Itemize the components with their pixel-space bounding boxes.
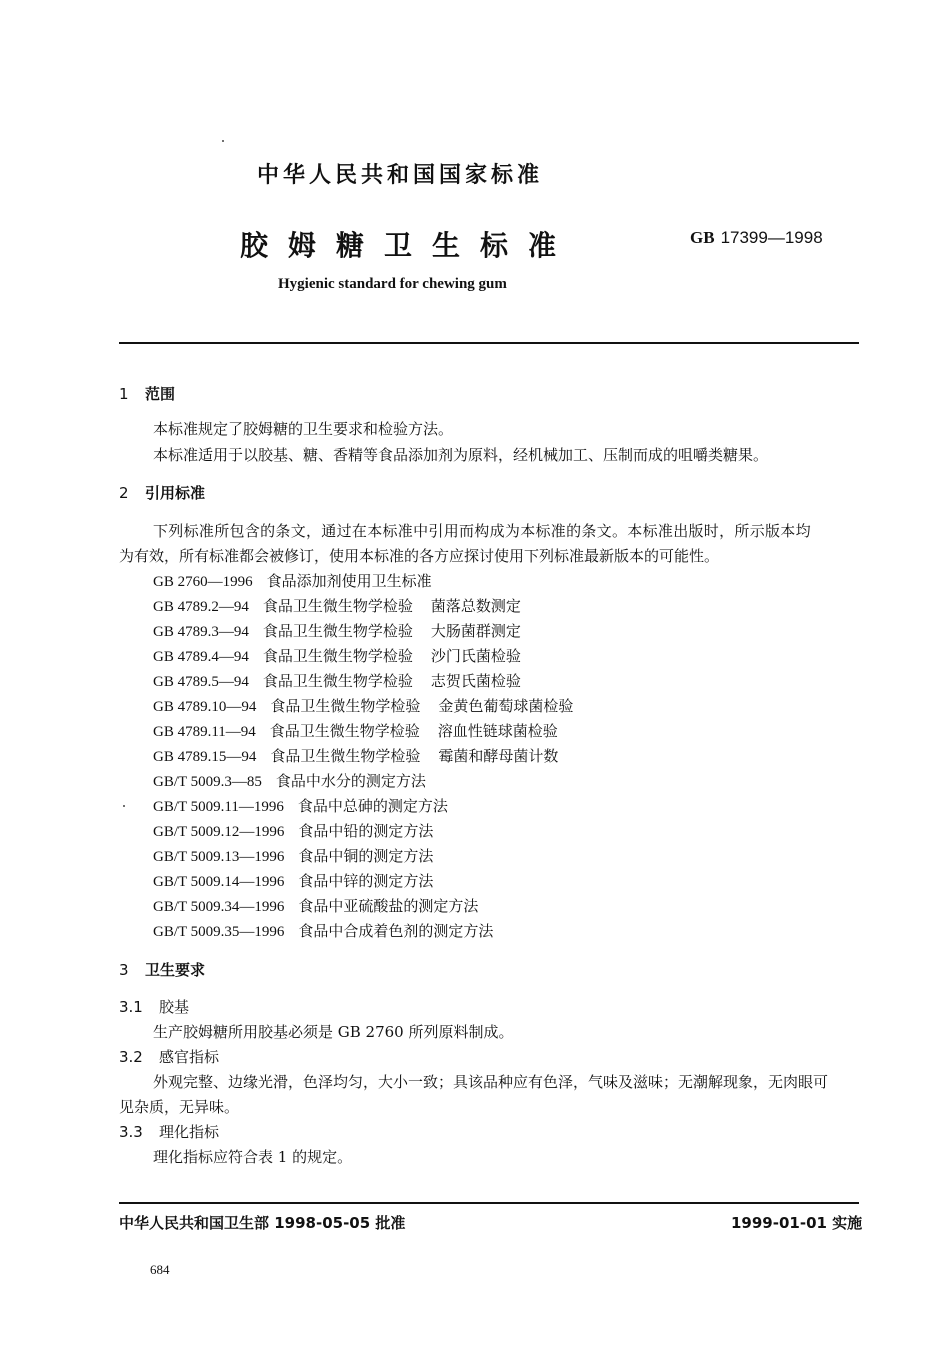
approval-line: 中华人民共和国卫生部 1998-05-05 批准 (119, 1214, 406, 1232)
reference-item: GB/T 5009.34—1996 食品中亚硫酸盐的测定方法 (153, 897, 479, 915)
standard-code-prefix: GB (690, 228, 715, 247)
section-3-3-heading: 3.3 理化指标 (119, 1123, 220, 1141)
reference-item: GB 4789.15—94 食品卫生微生物学检验 霉菌和酵母菌计数 (153, 747, 559, 765)
reference-item: GB/T 5009.13—1996 食品中铜的测定方法 (153, 847, 434, 865)
document-title: 胶姆糖卫生标准 (240, 229, 577, 262)
section-3-heading: 3 卫生要求 (119, 961, 206, 979)
section-2-intro-line-2: 为有效，所有标准都会被修订，使用本标准的各方应探讨使用下列标准最新版本的可能性。 (119, 547, 720, 565)
section-3-3-text: 理化指标应符合表 1 的规定。 (153, 1148, 353, 1166)
section-3-2-line-2: 见杂质，无异味。 (119, 1098, 240, 1116)
reference-item: GB/T 5009.3—85 食品中水分的测定方法 (153, 772, 426, 790)
reference-item: GB 4789.3—94 食品卫生微生物学检验 大肠菌群测定 (153, 622, 521, 640)
standard-code-number: 17399—1998 (720, 228, 823, 247)
section-1-paragraph-2: 本标准适用于以胶基、糖、香精等食品添加剂为原料，经机械加工、压制而成的咀嚼类糖果。 (153, 446, 769, 464)
national-standard-heading: 中华人民共和国国家标准 (256, 163, 543, 188)
page-number: 684 (150, 1262, 170, 1277)
bottom-divider (119, 1202, 859, 1204)
section-3-2-line-1: 外观完整、边缘光滑，色泽均匀，大小一致；具该品种应有色泽，气味及滋味；无潮解现象，无肉眼可 (153, 1073, 829, 1091)
reference-item: GB 4789.11—94 食品卫生微生物学检验 溶血性链球菌检验 (153, 722, 558, 740)
reference-item: GB 4789.5—94 食品卫生微生物学检验 志贺氏菌检验 (153, 672, 521, 690)
reference-item: GB/T 5009.12—1996 食品中铅的测定方法 (153, 822, 434, 840)
section-1-heading: 1 范围 (119, 385, 176, 403)
reference-item: GB 4789.10—94 食品卫生微生物学检验 金黄色葡萄球菌检验 (153, 697, 574, 715)
standard-code (690, 228, 823, 248)
reference-item: GB 2760—1996 食品添加剂使用卫生标准 (153, 572, 432, 590)
english-title: Hygienic standard for chewing gum (278, 276, 507, 292)
reference-item: GB/T 5009.35—1996 食品中合成着色剂的测定方法 (153, 922, 494, 940)
section-2-intro-line-1: 下列标准所包含的条文，通过在本标准中引用而构成为本标准的条文。本标准出版时，所示版本均 (153, 522, 811, 540)
reference-item: GB/T 5009.14—1996 食品中锌的测定方法 (153, 872, 434, 890)
section-3-1-heading: 3.1 胶基 (119, 998, 190, 1016)
section-2-heading: 2 引用标准 (119, 484, 206, 502)
reference-item: GB/T 5009.11—1996 食品中总砷的测定方法 (153, 797, 448, 815)
section-3-1-text: 生产胶姆糖所用胶基必须是 GB 2760 所列原料制成。 (153, 1023, 514, 1041)
section-3-2-heading: 3.2 感官指标 (119, 1048, 220, 1066)
section-1-paragraph-1: 本标准规定了胶姆糖的卫生要求和检验方法。 (153, 420, 454, 438)
implementation-date: 1999-01-01 实施 (731, 1214, 863, 1232)
top-divider (119, 342, 859, 344)
reference-item: GB 4789.2—94 食品卫生微生物学检验 菌落总数测定 (153, 597, 521, 615)
reference-item: GB 4789.4—94 食品卫生微生物学检验 沙门氏菌检验 (153, 647, 521, 665)
